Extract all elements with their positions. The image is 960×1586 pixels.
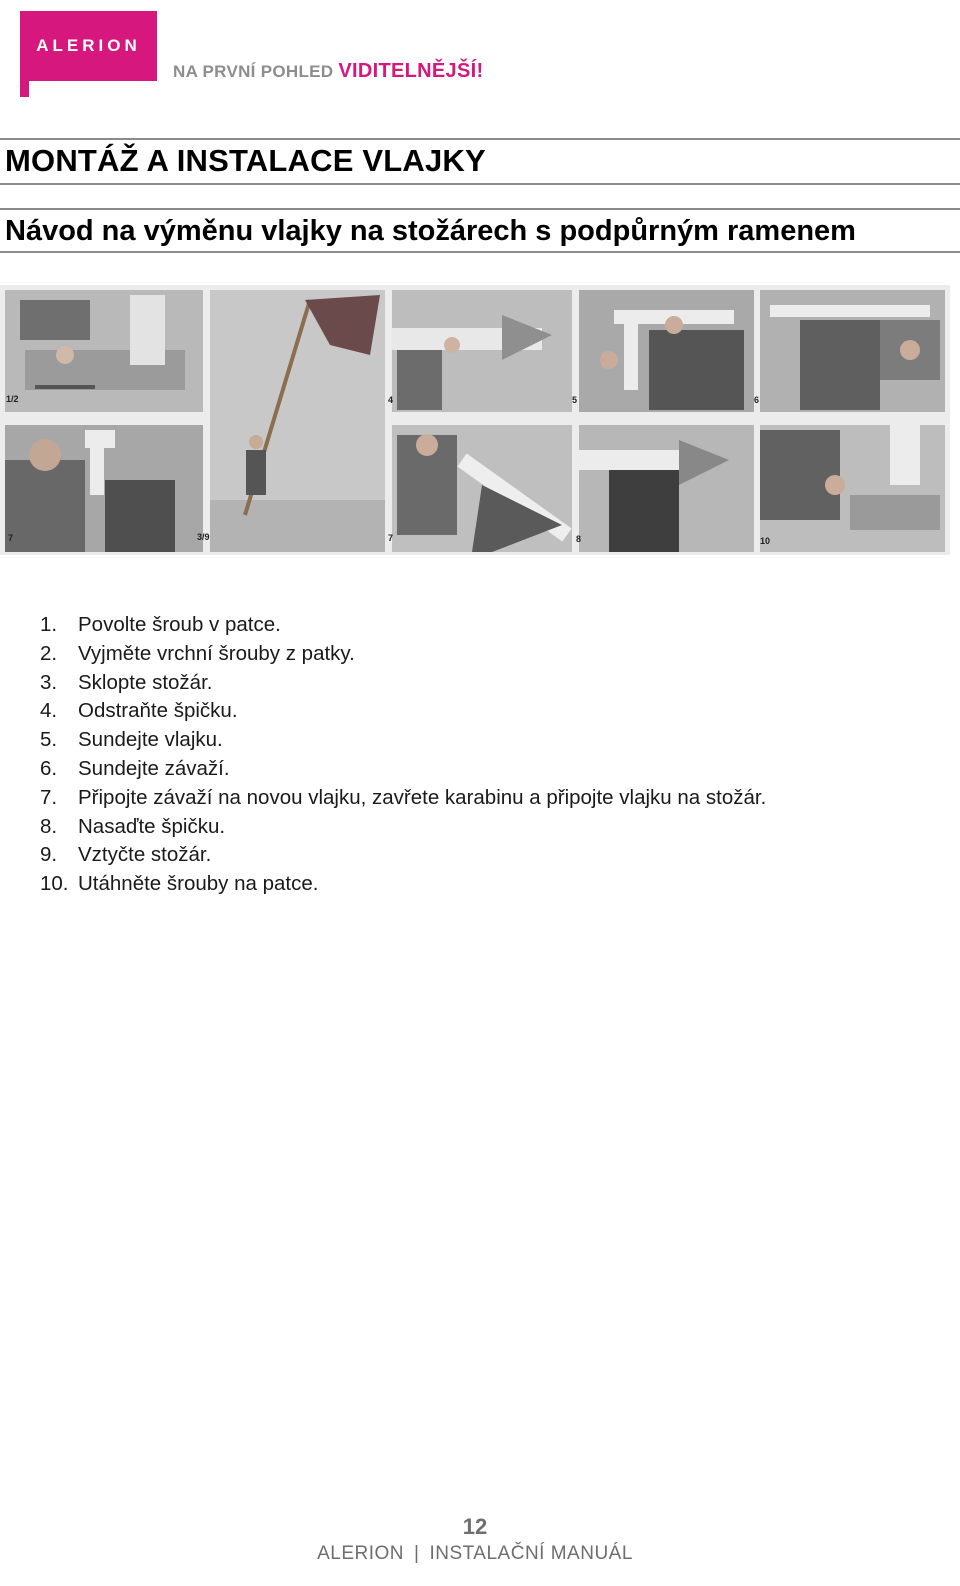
photo-label: 5 (572, 395, 578, 405)
page-title: MONTÁŽ A INSTALACE VLAJKY (5, 143, 486, 178)
list-item (40, 755, 766, 784)
rule-title-bottom (0, 183, 960, 185)
step-number: 7. (40, 785, 58, 809)
list-item (40, 784, 766, 813)
step-number: 4. (40, 699, 58, 723)
step-text: Vyjměte vrchní šrouby z patky. (78, 641, 355, 665)
alerion-logo (20, 11, 157, 81)
footer-brand-line (0, 1543, 950, 1565)
steps-list (40, 611, 766, 899)
slogan-grey: NA PRVNÍ POHLED (173, 62, 339, 81)
footer-manual: INSTALAČNÍ MANUÁL (429, 1543, 633, 1564)
photo-label: 1/2 (6, 394, 19, 404)
step-number: 5. (40, 728, 58, 752)
list-item (40, 640, 766, 669)
footer-brand: ALERION (317, 1543, 404, 1564)
step-number: 2. (40, 641, 58, 665)
step-text: Sundejte závaží. (78, 756, 230, 780)
step-number: 3. (40, 670, 58, 694)
photo-step-7a (5, 425, 203, 552)
photo-label: 10 (760, 536, 771, 546)
step-text: Povolte šroub v patce. (78, 613, 281, 636)
photo-label: 8 (576, 534, 582, 544)
photo-step-7b (392, 425, 572, 552)
list-item (40, 669, 766, 698)
step-number: 8. (40, 814, 58, 838)
photo-step-5 (579, 290, 754, 412)
photo-label: 7 (388, 533, 394, 543)
step-text: Nasaďte špičku. (78, 814, 226, 838)
photo-label: 3/9 (197, 532, 210, 542)
step-number: 1. (40, 613, 58, 636)
step-number: 9. (40, 843, 58, 867)
photo-label: 6 (754, 395, 760, 405)
step-text: Připojte závaží na novou vlajku, zavřete karabinu a připojte vlajku na stožár. (78, 785, 767, 809)
list-item (40, 697, 766, 726)
page-number: 12 (462, 1514, 488, 1539)
slogan (173, 60, 483, 83)
step-text: Vztyčte stožár. (78, 843, 212, 867)
footer-separator: | (414, 1543, 420, 1564)
step-number: 6. (40, 756, 58, 780)
instruction-photos (0, 285, 950, 555)
photo-step-10 (760, 425, 945, 552)
slogan-pink: VIDITELNĚJŠÍ! (338, 60, 484, 82)
photo-step-8 (579, 425, 754, 552)
page-subtitle: Návod na výměnu vlajky na stožárech s podpůrným ramenem (5, 215, 856, 247)
photo-step-6 (760, 290, 945, 412)
list-item (40, 870, 766, 899)
step-text: Utáhněte šrouby na patce. (78, 872, 319, 896)
photo-label: 4 (388, 395, 394, 405)
rule-top (0, 138, 960, 140)
step-text: Sundejte vlajku. (78, 728, 223, 752)
photo-step-4 (392, 290, 572, 412)
list-item (40, 841, 766, 870)
logo-text: ALERION (36, 36, 141, 55)
step-text: Odstraňte špičku. (78, 699, 238, 723)
step-text: Sklopte stožár. (78, 670, 213, 694)
photo-step-3-9 (210, 290, 385, 552)
photo-step-1-2 (5, 290, 203, 412)
step-number: 10. (40, 872, 69, 896)
list-item (40, 726, 766, 755)
list-item (40, 813, 766, 842)
rule-subtitle-top (0, 208, 960, 210)
rule-subtitle-bottom (0, 251, 960, 253)
list-item (40, 611, 766, 640)
photo-label: 7 (8, 533, 14, 543)
